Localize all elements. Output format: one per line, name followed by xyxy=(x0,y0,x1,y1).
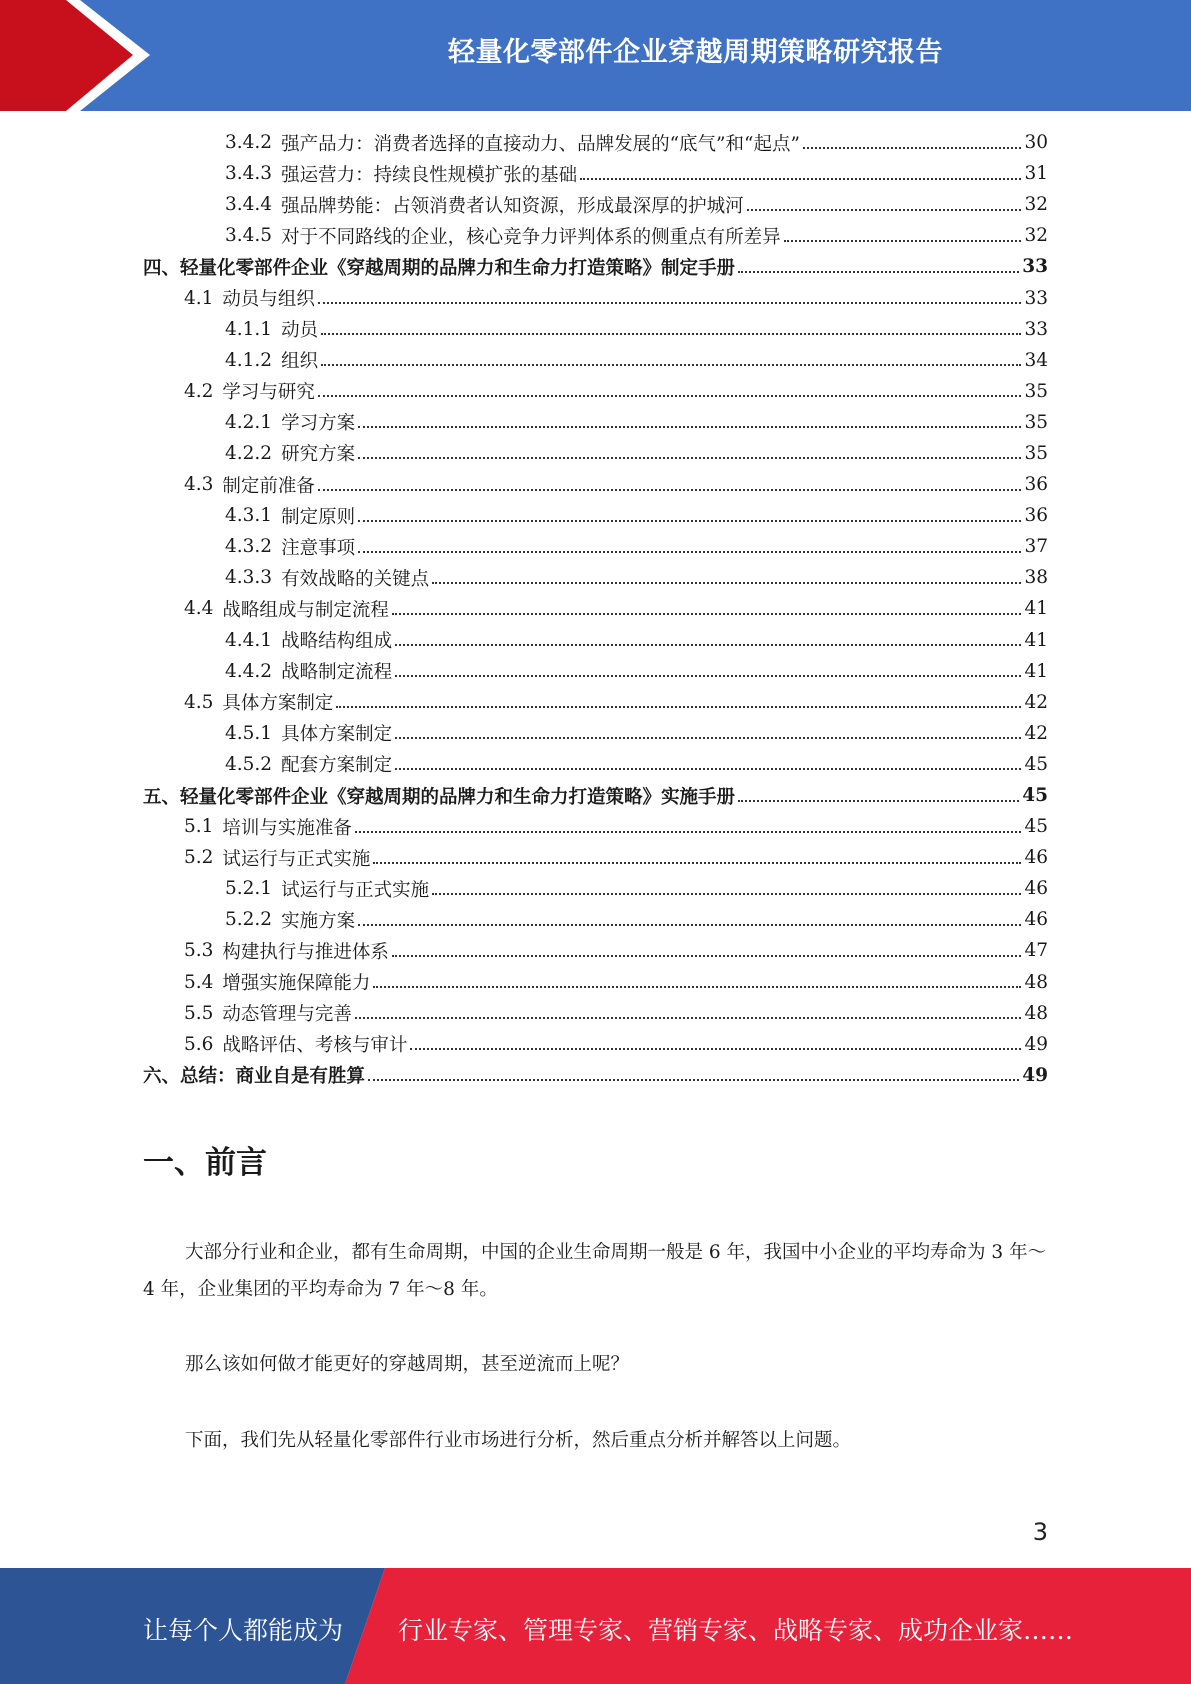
toc-entry-label: 有效战略的关键点 xyxy=(281,568,430,590)
toc-entry[interactable] xyxy=(143,189,1048,220)
toc-leader-dots xyxy=(336,706,1021,708)
toc-leader-dots xyxy=(358,551,1021,553)
toc-leader-dots xyxy=(392,955,1022,957)
toc-leader-dots xyxy=(580,178,1021,180)
toc-entry[interactable] xyxy=(143,967,1048,998)
toc-entry-number: 5.2.2 xyxy=(225,909,273,931)
toc-entry-label: 组织 xyxy=(281,351,319,373)
toc-entry-label: 对于不同路线的企业，核心竞争力评判体系的侧重点有所差异 xyxy=(281,226,781,248)
toc-entry[interactable] xyxy=(143,718,1048,749)
toc-entry-label: 动员 xyxy=(281,320,319,342)
toc-entry[interactable] xyxy=(143,469,1048,500)
toc-leader-dots xyxy=(358,457,1021,459)
toc-leader-dots xyxy=(373,862,1021,864)
toc-entry[interactable] xyxy=(143,656,1048,687)
toc-entry[interactable] xyxy=(143,780,1048,811)
toc-leader-dots xyxy=(392,613,1022,615)
toc-entry-page: 37 xyxy=(1024,536,1048,558)
toc-entry-label: 培训与实施准备 xyxy=(222,817,352,839)
toc-leader-dots xyxy=(368,1079,1019,1081)
toc-entry-page: 32 xyxy=(1024,225,1048,247)
toc-entry-number: 4.3.3 xyxy=(225,567,273,589)
toc-entry[interactable] xyxy=(143,811,1048,842)
toc-entry-label: 学习与研究 xyxy=(222,382,315,404)
toc-leader-dots xyxy=(747,209,1022,211)
intro-paragraph-3: 下面，我们先从轻量化零部件行业市场进行分析，然后重点分析并解答以上问题。 xyxy=(185,1430,852,1451)
toc-entry-page: 38 xyxy=(1024,567,1048,589)
header-arrow-icon xyxy=(0,0,160,111)
toc-entry-label: 学习方案 xyxy=(281,413,356,435)
toc-entry[interactable] xyxy=(143,687,1048,718)
toc-entry[interactable] xyxy=(143,500,1048,531)
toc-leader-dots xyxy=(410,1048,1021,1050)
toc-entry-number: 5.1 xyxy=(184,816,214,838)
report-title: 轻量化零部件企业穿越周期策略研究报告 xyxy=(448,37,943,68)
toc-entry-page: 46 xyxy=(1024,909,1048,931)
toc-entry-page: 47 xyxy=(1024,940,1048,962)
toc-entry-number: 3.4.5 xyxy=(225,225,273,247)
toc-entry[interactable] xyxy=(143,220,1048,251)
toc-entry-page: 46 xyxy=(1024,878,1048,900)
toc-entry-label: 动态管理与完善 xyxy=(222,1004,352,1026)
toc-entry-number: 4.4.2 xyxy=(225,660,273,682)
toc-entry-label: 具体方案制定 xyxy=(281,724,393,746)
toc-leader-dots xyxy=(395,768,1021,770)
toc-entry-page: 30 xyxy=(1024,132,1048,154)
toc-entry-label: 增强实施保障能力 xyxy=(222,973,371,995)
toc-entry[interactable] xyxy=(143,282,1048,313)
toc-leader-dots xyxy=(803,147,1022,149)
toc-entry-label: 强运营力：持续良性规模扩张的基础 xyxy=(281,164,578,186)
toc-entry[interactable] xyxy=(143,749,1048,780)
table-of-contents xyxy=(143,127,1048,1091)
toc-entry-number: 3.4.3 xyxy=(225,163,273,185)
toc-entry-number: 5.2 xyxy=(184,847,214,869)
footer-slogan-left: 让每个人都能成为 xyxy=(143,1616,344,1645)
toc-leader-dots xyxy=(373,986,1021,988)
toc-entry-number: 5.6 xyxy=(184,1033,214,1055)
toc-entry-page: 33 xyxy=(1024,287,1048,309)
toc-entry-label: 实施方案 xyxy=(281,910,356,932)
toc-entry-label: 构建执行与推进体系 xyxy=(222,941,389,963)
toc-entry[interactable] xyxy=(143,376,1048,407)
toc-entry-page: 33 xyxy=(1022,256,1048,278)
toc-entry-page: 41 xyxy=(1024,629,1048,651)
toc-entry-label: 配套方案制定 xyxy=(281,755,393,777)
toc-leader-dots xyxy=(432,582,1021,584)
toc-leader-dots xyxy=(358,520,1021,522)
toc-entry-page: 46 xyxy=(1024,847,1048,869)
toc-entry-page: 45 xyxy=(1022,785,1048,807)
intro-paragraph-2: 那么该如何做才能更好的穿越周期，甚至逆流而上呢？ xyxy=(185,1354,630,1375)
toc-entry-page: 35 xyxy=(1024,442,1048,464)
toc-entry-number: 3.4.4 xyxy=(225,194,273,216)
toc-entry-page: 42 xyxy=(1024,722,1048,744)
toc-entry-label: 制定前准备 xyxy=(222,475,315,497)
toc-entry-number: 4.1.2 xyxy=(225,349,273,371)
toc-entry-page: 49 xyxy=(1022,1064,1048,1086)
toc-entry[interactable] xyxy=(143,562,1048,593)
toc-leader-dots xyxy=(395,737,1021,739)
page-header xyxy=(0,0,1191,111)
toc-entry-label: 强产品力：消费者选择的直接动力、品牌发展的“底气”和“起点” xyxy=(281,133,800,155)
toc-entry-label: 试运行与正式实施 xyxy=(222,848,371,870)
toc-entry[interactable] xyxy=(143,158,1048,189)
toc-entry-label: 四、轻量化零部件企业《穿越周期的品牌力和生命力打造策略》制定手册 xyxy=(143,257,736,279)
toc-entry-number: 4.5.1 xyxy=(225,722,273,744)
toc-leader-dots xyxy=(395,675,1021,677)
toc-leader-dots xyxy=(358,924,1021,926)
toc-leader-dots xyxy=(318,395,1022,397)
toc-entry-number: 4.2.2 xyxy=(225,442,273,464)
toc-entry-label: 战略评估、考核与审计 xyxy=(222,1035,408,1057)
toc-leader-dots xyxy=(432,893,1021,895)
toc-entry[interactable] xyxy=(143,345,1048,376)
toc-entry[interactable] xyxy=(143,935,1048,966)
toc-entry[interactable] xyxy=(143,904,1048,935)
toc-entry[interactable] xyxy=(143,873,1048,904)
section-heading: 一、前言 xyxy=(143,1145,267,1181)
toc-entry-page: 33 xyxy=(1024,318,1048,340)
page-footer xyxy=(0,1568,1191,1684)
toc-entry-number: 4.1 xyxy=(184,287,214,309)
toc-leader-dots xyxy=(358,426,1021,428)
toc-entry[interactable] xyxy=(143,407,1048,438)
toc-entry-label: 具体方案制定 xyxy=(222,693,334,715)
toc-entry-page: 48 xyxy=(1024,1002,1048,1024)
footer-slogan-right: 行业专家、管理专家、营销专家、战略专家、成功企业家…… xyxy=(398,1616,1074,1645)
toc-entry[interactable] xyxy=(143,251,1048,282)
toc-leader-dots xyxy=(355,831,1022,833)
toc-entry-label: 战略组成与制定流程 xyxy=(222,599,389,621)
toc-entry[interactable] xyxy=(143,998,1048,1029)
toc-entry-number: 4.3 xyxy=(184,474,214,496)
toc-entry-number: 4.3.1 xyxy=(225,505,273,527)
toc-entry-label: 注意事项 xyxy=(281,537,356,559)
toc-entry-page: 45 xyxy=(1024,753,1048,775)
toc-leader-dots xyxy=(318,489,1022,491)
toc-leader-dots xyxy=(738,271,1019,273)
toc-entry-number: 4.3.2 xyxy=(225,536,273,558)
toc-entry-number: 5.2.1 xyxy=(225,878,273,900)
toc-entry[interactable] xyxy=(143,1029,1048,1060)
toc-entry-number: 5.5 xyxy=(184,1002,214,1024)
toc-entry-label: 强品牌势能：占领消费者认知资源，形成最深厚的护城河 xyxy=(281,195,744,217)
toc-entry[interactable] xyxy=(143,314,1048,345)
toc-entry-number: 4.4 xyxy=(184,598,214,620)
toc-entry-page: 42 xyxy=(1024,691,1048,713)
toc-entry-number: 4.1.1 xyxy=(225,318,273,340)
toc-entry-label: 研究方案 xyxy=(281,444,356,466)
toc-entry[interactable] xyxy=(143,625,1048,656)
toc-leader-dots xyxy=(784,240,1022,242)
toc-entry-label: 试运行与正式实施 xyxy=(281,879,430,901)
toc-entry-label: 战略制定流程 xyxy=(281,662,393,684)
toc-entry-number: 4.5.2 xyxy=(225,753,273,775)
toc-entry-page: 41 xyxy=(1024,660,1048,682)
toc-leader-dots xyxy=(395,644,1021,646)
toc-leader-dots xyxy=(355,1017,1022,1019)
toc-entry-label: 五、轻量化零部件企业《穿越周期的品牌力和生命力打造策略》实施手册 xyxy=(143,786,736,808)
toc-entry-label: 制定原则 xyxy=(281,506,356,528)
toc-leader-dots xyxy=(321,364,1021,366)
toc-entry[interactable] xyxy=(143,127,1048,158)
toc-entry-page: 36 xyxy=(1024,505,1048,527)
toc-entry-number: 5.4 xyxy=(184,971,214,993)
toc-entry-number: 5.3 xyxy=(184,940,214,962)
toc-entry-label: 战略结构组成 xyxy=(281,631,393,653)
toc-entry-page: 34 xyxy=(1024,349,1048,371)
toc-entry[interactable] xyxy=(143,438,1048,469)
toc-leader-dots xyxy=(321,333,1021,335)
intro-paragraph-1: 大部分行业和企业，都有生命周期，中国的企业生命周期一般是 6 年，我国中小企业的平均寿命为 3 年～4 年，企业集团的平均寿命为 7 年～8 年。 xyxy=(143,1242,1047,1300)
toc-entry-number: 4.2.1 xyxy=(225,411,273,433)
toc-entry-page: 35 xyxy=(1024,411,1048,433)
toc-entry-label: 六、总结：商业自是有胜算 xyxy=(143,1066,366,1088)
toc-entry-number: 4.4.1 xyxy=(225,629,273,651)
toc-entry-page: 45 xyxy=(1024,816,1048,838)
toc-entry[interactable] xyxy=(143,1060,1048,1091)
toc-entry-page: 35 xyxy=(1024,380,1048,402)
toc-entry-number: 4.5 xyxy=(184,691,214,713)
toc-entry-page: 32 xyxy=(1024,194,1048,216)
toc-entry-label: 动员与组织 xyxy=(222,289,315,311)
toc-entry[interactable] xyxy=(143,842,1048,873)
toc-entry-number: 4.2 xyxy=(184,380,214,402)
toc-leader-dots xyxy=(318,302,1022,304)
toc-entry-page: 36 xyxy=(1024,474,1048,496)
toc-entry-page: 31 xyxy=(1024,163,1048,185)
toc-entry[interactable] xyxy=(143,593,1048,624)
toc-entry-page: 49 xyxy=(1024,1033,1048,1055)
toc-entry-number: 3.4.2 xyxy=(225,132,273,154)
toc-entry[interactable] xyxy=(143,531,1048,562)
toc-entry-page: 41 xyxy=(1024,598,1048,620)
toc-entry-page: 48 xyxy=(1024,971,1048,993)
toc-leader-dots xyxy=(738,800,1019,802)
page-number: 3 xyxy=(1032,1518,1048,1546)
